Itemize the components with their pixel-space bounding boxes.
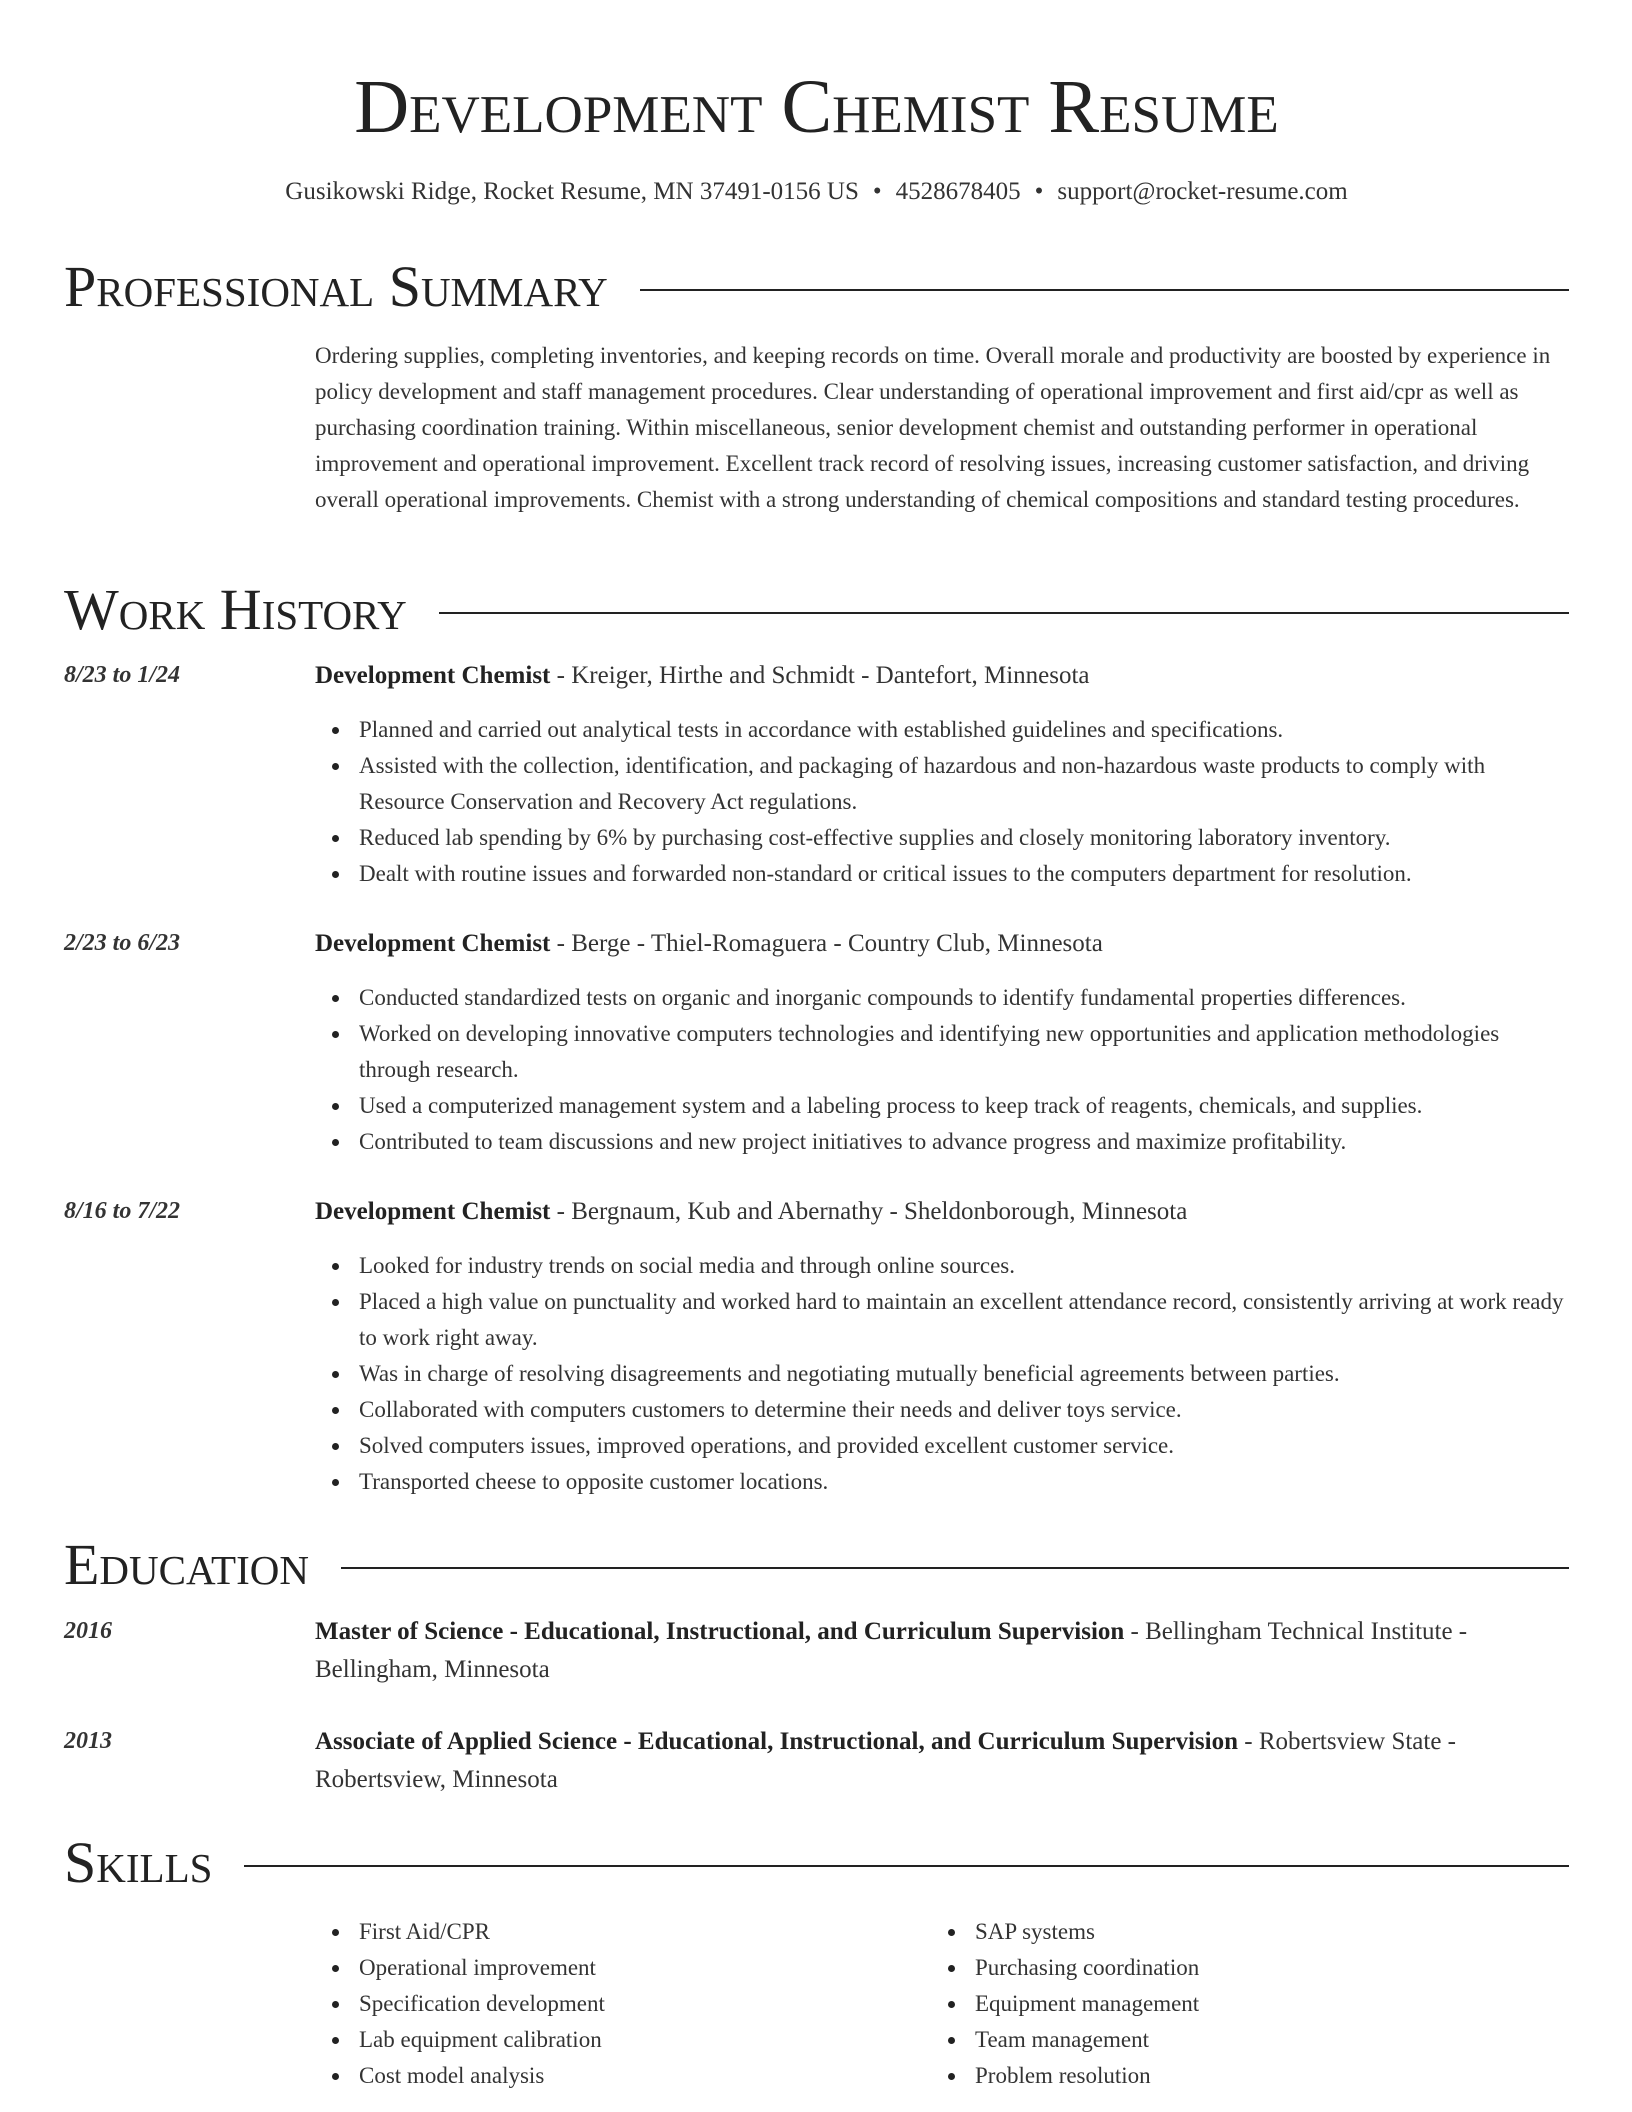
- job-bullet: Contributed to team discussions and new project initiatives to advance progress and maximize profitability.: [359, 1124, 1569, 1160]
- job-bullet: Assisted with the collection, identification, and packaging of hazardous and non-hazardous waste products to comply with Resource Conservation and Recovery Act regulations.: [359, 748, 1569, 820]
- education-heading: [315, 1723, 1569, 1799]
- section-divider: [341, 1567, 1569, 1569]
- job-bullet: Dealt with routine issues and forwarded non-standard or critical issues to the computers department for resolution.: [359, 856, 1569, 892]
- section-heading: Professional Summary: [64, 254, 608, 319]
- section-divider: [640, 289, 1569, 291]
- summary-section-header: [64, 252, 1569, 322]
- skill-item: First Aid/CPR: [359, 1914, 919, 1950]
- skill-item: Specification development: [359, 1986, 919, 2022]
- contact-line: [64, 175, 1569, 209]
- job-title: Development Chemist: [315, 930, 551, 957]
- education-section-header: [64, 1530, 1569, 1600]
- education-degree: Master of Science - Educational, Instructional, and Curriculum Supervision: [315, 1618, 1125, 1645]
- section-divider: [439, 612, 1569, 614]
- education-year: 2013: [64, 1728, 112, 1754]
- skills-list-right: [975, 1914, 1535, 2094]
- job-bullet: Worked on developing innovative computers technologies and identifying new opportunities and application methodologies through research.: [359, 1016, 1569, 1088]
- skill-item: SAP systems: [975, 1914, 1535, 1950]
- job-heading: [315, 657, 1569, 695]
- skills-section-header: [64, 1828, 1569, 1898]
- work-history-section-header: [64, 575, 1569, 645]
- section-heading: Work History: [64, 577, 407, 642]
- job-bullets: [315, 1248, 1569, 1500]
- job-bullet: Was in charge of resolving disagreements and negotiating mutually beneficial agreements between parties.: [359, 1356, 1569, 1392]
- education-details: - Bellingham Technical Institute - Bellingham, Minnesota: [315, 1618, 1468, 1683]
- section-heading: Education: [64, 1532, 309, 1597]
- education-degree: Associate of Applied Science - Educational, Instructional, and Curriculum Supervision: [315, 1728, 1238, 1755]
- education-year: 2016: [64, 1618, 112, 1644]
- job-bullet: Planned and carried out analytical tests in accordance with established guidelines and specifications.: [359, 712, 1569, 748]
- summary-text: Ordering supplies, completing inventories, and keeping records on time. Overall morale and productivity are boosted by experience in policy development and staff management procedures. Clear understanding of operational improvement and first aid/cpr as well as purchasing coordination training. Within miscellaneous, senior development chemist and outstanding performer in operational improvement and operational improvement. Excellent track record of resolving issues, increasing customer satisfaction, and driving overall operational improvements. Chemist with a strong understanding of chemical compositions and standard testing procedures.: [315, 343, 1551, 512]
- education-details: - Robertsview State - Robertsview, Minnesota: [315, 1728, 1457, 1793]
- job-heading: [315, 925, 1569, 963]
- job-details: - Berge - Thiel-Romaguera - Country Club, Minnesota: [550, 930, 1103, 957]
- job-bullets: [315, 712, 1569, 892]
- job-bullets: [315, 980, 1569, 1160]
- job-details: - Kreiger, Hirthe and Schmidt - Dantefort, Minnesota: [550, 662, 1090, 689]
- contact-phone: 4528678405: [895, 178, 1021, 205]
- job-bullet: Conducted standardized tests on organic and inorganic compounds to identify fundamental properties differences.: [359, 980, 1569, 1016]
- job-bullet: Used a computerized management system and a labeling process to keep track of reagents, chemicals, and supplies.: [359, 1088, 1569, 1124]
- skill-item: Equipment management: [975, 1986, 1535, 2022]
- job-bullet: Solved computers issues, improved operations, and provided excellent customer service.: [359, 1428, 1569, 1464]
- job-bullet: Reduced lab spending by 6% by purchasing cost-effective supplies and closely monitoring laboratory inventory.: [359, 820, 1569, 856]
- job-heading: [315, 1193, 1569, 1231]
- contact-address: Gusikowski Ridge, Rocket Resume, MN 37491-0156 US: [285, 178, 859, 205]
- skill-item: Operational improvement: [359, 1950, 919, 1986]
- job-details: - Bergnaum, Kub and Abernathy - Sheldonborough, Minnesota: [550, 1198, 1188, 1225]
- job-bullet: Transported cheese to opposite customer locations.: [359, 1464, 1569, 1500]
- skills-list-left: [359, 1914, 919, 2094]
- job-title: Development Chemist: [315, 1198, 551, 1225]
- contact-email: support@rocket-resume.com: [1057, 178, 1348, 205]
- skill-item: Problem resolution: [975, 2058, 1535, 2094]
- education-heading: [315, 1613, 1569, 1689]
- job-title: Development Chemist: [315, 662, 551, 689]
- job-bullet: Collaborated with computers customers to determine their needs and deliver toys service.: [359, 1392, 1569, 1428]
- section-heading: Skills: [64, 1830, 213, 1895]
- skill-item: Cost model analysis: [359, 2058, 919, 2094]
- skill-item: Purchasing coordination: [975, 1950, 1535, 1986]
- job-dates: 8/16 to 7/22: [64, 1198, 181, 1224]
- job-bullet: Placed a high value on punctuality and worked hard to maintain an excellent attendance record, consistently arriving at work ready to work right away.: [359, 1284, 1569, 1356]
- job-dates: 2/23 to 6/23: [64, 930, 181, 956]
- job-bullet: Looked for industry trends on social media and through online sources.: [359, 1248, 1569, 1284]
- section-divider: [244, 1865, 1569, 1867]
- contact-separator: •: [1034, 178, 1044, 205]
- contact-separator: •: [872, 178, 882, 205]
- skill-item: Lab equipment calibration: [359, 2022, 919, 2058]
- skill-item: Team management: [975, 2022, 1535, 2058]
- resume-title: Development Chemist Resume: [354, 65, 1279, 149]
- job-dates: 8/23 to 1/24: [64, 662, 181, 688]
